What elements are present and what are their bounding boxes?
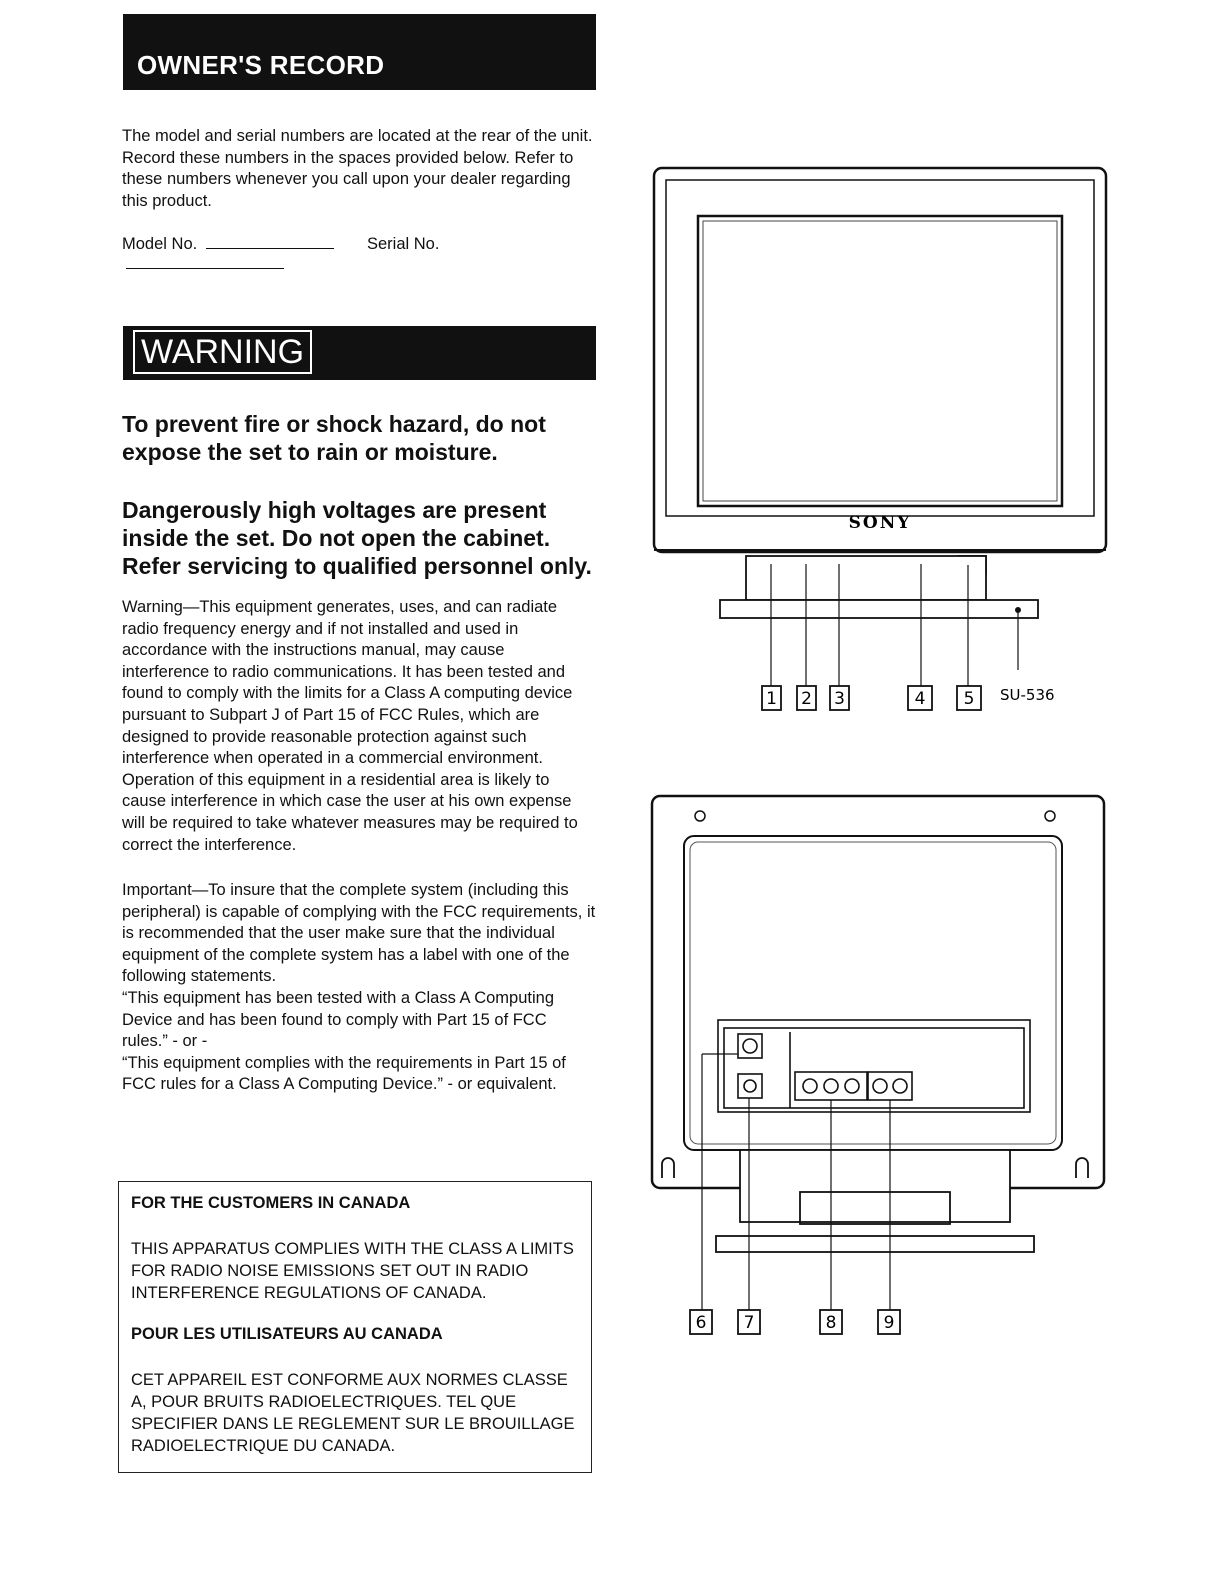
callout-7: 7	[743, 1313, 755, 1333]
stand-model-label: SU-536	[1000, 686, 1055, 704]
fuse-holder	[738, 1034, 762, 1058]
warning-title: WARNING	[133, 330, 312, 374]
hazard-statement-fire: To prevent fire or shock hazard, do not expose the set to rain or moisture.	[122, 411, 546, 465]
canada-notice-box	[118, 1181, 592, 1473]
monitor-screen	[698, 216, 1062, 506]
callout-3: 3	[834, 689, 845, 709]
owners-record-banner	[123, 14, 596, 90]
callout-4: 4	[914, 689, 926, 709]
stand-base	[720, 600, 1038, 618]
brand-logo: SONY	[848, 513, 912, 533]
callout-8: 8	[825, 1313, 837, 1333]
canada-heading-english: FOR THE CUSTOMERS IN CANADA	[131, 1194, 411, 1212]
rear-connector-panel	[718, 1020, 1030, 1112]
rear-stand-base	[716, 1236, 1034, 1252]
rear-cabinet	[652, 796, 1104, 1188]
canada-text-english: THIS APPARATUS COMPLIES WITH THE CLASS A LIMITS FOR RADIO NOISE EMISSIONS SET OUT IN RADIO INTERFERENCE REGULATIONS OF CANADA.	[131, 1240, 574, 1302]
serial-number-blank	[126, 254, 284, 269]
important-paragraph-3: “This equipment complies with the requirements in Part 15 of FCC rules for a Class A Computing Device.” - or equivalent.	[122, 1053, 566, 1094]
owners-record-title: OWNER'S RECORD	[137, 50, 385, 80]
fcc-important-block	[122, 880, 596, 1096]
model-label: Model No.	[122, 235, 198, 253]
halftone-noise	[890, 130, 1115, 170]
callout-6: 6	[695, 1313, 707, 1333]
important-paragraph-2: “This equipment has been tested with a Class A Computing Device and has been found to comply with Part 15 of FCC rules.” - or -	[122, 988, 554, 1051]
callout-2: 2	[801, 689, 812, 709]
owners-record-intro: The model and serial numbers are located at the rear of the unit. Record these numbers in the spaces provided below. Refer to these numbers whenever you call upon your dealer regarding this product.	[122, 127, 593, 210]
callout-5: 5	[963, 689, 975, 709]
canada-text-french: CET APPAREIL EST CONFORME AUX NORMES CLASSE A, POUR BRUITS RADIOELECTRIQUES. TEL QUE SPECIFIER DANS LE REGLEMENT SUR LE BROUILLAGE RADIOELECTRIQUE DU CANADA.	[131, 1371, 575, 1455]
important-paragraph-1: Important—To insure that the complete system (including this peripheral) is capable of complying with the FCC requirements, it is recommended that the user make sure that the individual equipment of the complete system has a label with one of the following statements.	[122, 881, 596, 986]
record-fields	[122, 234, 596, 274]
input-connectors-a	[795, 1072, 867, 1100]
callout-1: 1	[766, 689, 777, 709]
fcc-warning-paragraph: Warning—This equipment generates, uses, and can radiate radio frequency energy and if not installed and used in accordance with the instructions manual, may cause interference to radio communications. It has been tested and found to comply with the limits for a Class A computing device pursuant to Subpart J of Part 15 of FCC Rules, which are designed to provide reasonable protection against such interference when operated in a commercial environment. Operation of this equipment in a residential area is likely to cause interference in which case the user at his own expense will be required to take whatever measures may be required to correct the interference.	[122, 598, 578, 854]
front-callouts	[762, 686, 981, 710]
ac-inlet	[738, 1074, 762, 1098]
hazard-statement-voltage: Dangerously high voltages are present inside the set. Do not open the cabinet. Refer servicing to qualified personnel only.	[122, 497, 592, 579]
monitor-stand	[720, 556, 1038, 618]
rear-callouts	[690, 1310, 900, 1334]
input-connectors-b	[868, 1072, 912, 1100]
warning-banner	[123, 326, 596, 380]
canada-heading-french: POUR LES UTILISATEURS AU CANADA	[131, 1325, 443, 1343]
serial-label: Serial No.	[366, 235, 440, 253]
monitor-front-diagram	[640, 120, 1130, 760]
callout-9: 9	[883, 1313, 895, 1333]
monitor-rear-diagram	[640, 780, 1130, 1350]
model-number-blank	[206, 234, 334, 249]
